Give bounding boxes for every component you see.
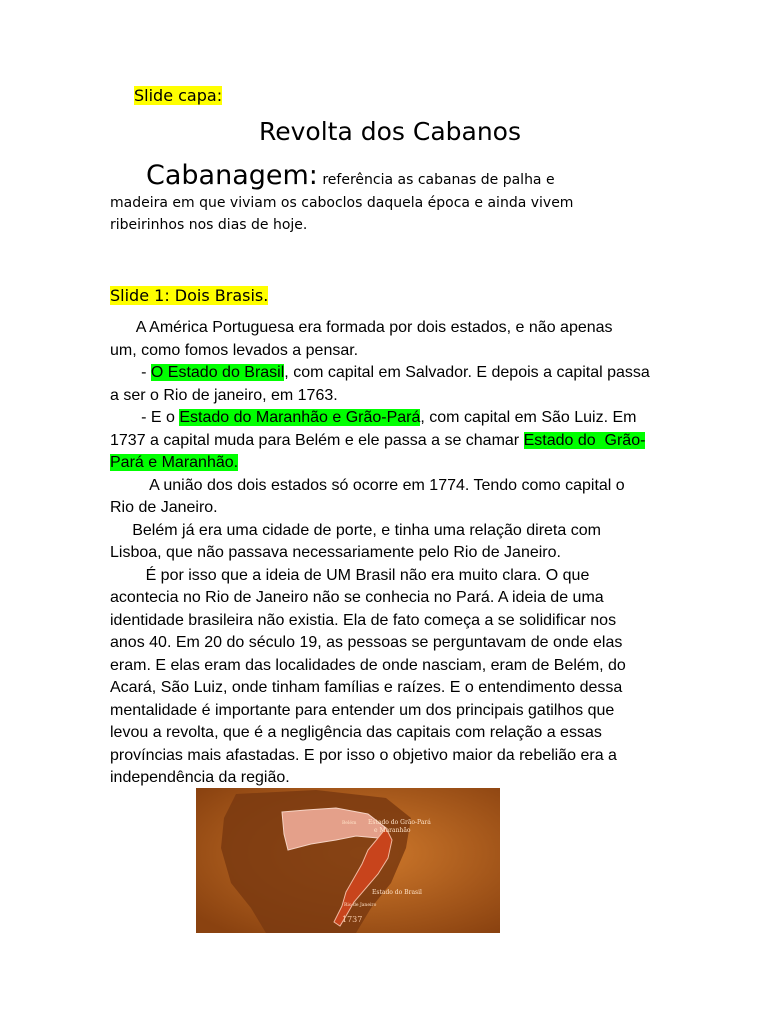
body-line — [110, 362, 655, 385]
body-line: eram. E elas eram das localidades de onde nasciam, eram de Belém, do — [110, 656, 626, 674]
body-line: A América Portuguesa era formada por dois estados, e não apenas — [110, 319, 613, 336]
slide-capa-highlight: Slide capa: — [134, 86, 223, 105]
map-label-grao-para: Estado do Grão-Pará — [368, 819, 431, 826]
slide-capa-label — [134, 86, 222, 106]
highlight-para-e-maranhao: Pará e Maranhão. — [110, 454, 239, 471]
map-label-rio: Rio de Janeiro — [344, 903, 377, 908]
body-line: identidade brasileira não existia. Ela de fato começa a se solidificar nos — [110, 611, 617, 629]
body-line: províncias mais afastadas. E por isso o objetivo maior da rebelião era a — [110, 746, 617, 764]
body-line — [110, 407, 655, 430]
cabanagem-line-2: madeira em que viviam os caboclos daquela época e ainda vivem — [110, 195, 574, 211]
map-year: 1737 — [342, 915, 363, 924]
cabanagem-line-3: ribeirinhos nos dias de hoje. — [110, 217, 308, 233]
body-line: um, como fomos levados a pensar. — [110, 341, 359, 359]
highlight-estado-do-maranhao: Estado do Maranhão e Grão-Pará — [179, 409, 421, 426]
body-line: a ser o Rio de janeiro, em 1763. — [110, 386, 338, 404]
body-line-suffix: , com capital em Salvador. E depois a capital passa — [284, 364, 650, 381]
body-line: Rio de Janeiro. — [110, 499, 218, 516]
body-line: acontecia no Rio de Janeiro não se conhecia no Pará. A ideia de uma — [110, 589, 604, 606]
slide-1-heading — [110, 285, 268, 306]
body-line — [110, 430, 655, 453]
cabanagem-line-1: referência as cabanas de palha e — [317, 172, 555, 188]
body-line — [110, 452, 655, 475]
map-image — [196, 788, 500, 933]
body-line: Acará, São Luiz, onde tinham famílias e raízes. E o entendimento dessa — [110, 679, 623, 696]
body-text — [110, 317, 655, 790]
body-line: anos 40. Em 20 do século 19, as pessoas se perguntavam de onde elas — [110, 634, 623, 651]
body-line-suffix: , com capital em São Luiz. Em — [420, 409, 637, 426]
body-line: Lisboa, que não passava necessariamente pelo Rio de Janeiro. — [110, 544, 561, 561]
document-title: Revolta dos Cabanos — [259, 117, 521, 146]
body-line: mentalidade é importante para entender um dos principais gatilhos que — [110, 701, 615, 719]
slide-1-heading-highlight: Slide 1: Dois Brasis. — [110, 286, 269, 305]
body-line: levou a revolta, que é a negligência das capitais com relação a essas — [110, 724, 602, 741]
highlight-estado-do-grao-para: Estado do Grão- — [523, 431, 646, 449]
body-line-prefix: - — [110, 364, 151, 381]
cabanagem-term: Cabanagem: — [146, 160, 318, 191]
body-line: independência da região. — [110, 769, 290, 786]
body-line: A união dos dois estados só ocorre em 1774. Tendo como capital o — [110, 476, 625, 494]
map-label-maranhao: e Maranhão — [374, 827, 411, 834]
body-line: É por isso que a ideia de UM Brasil não era muito clara. O que — [110, 566, 590, 584]
cabanagem-paragraph — [110, 160, 650, 236]
body-line-prefix: 1737 a capital muda para Belém e ele passa a se chamar — [110, 431, 524, 449]
map-label-belem: Belém — [342, 821, 357, 826]
map-label-estado-do-brasil: Estado do Brasil — [372, 889, 422, 896]
body-line: Belém já era uma cidade de porte, e tinha uma relação direta com — [110, 521, 601, 539]
highlight-estado-do-brasil: O Estado do Brasil — [150, 364, 285, 381]
body-line-prefix: - E o — [110, 409, 180, 426]
